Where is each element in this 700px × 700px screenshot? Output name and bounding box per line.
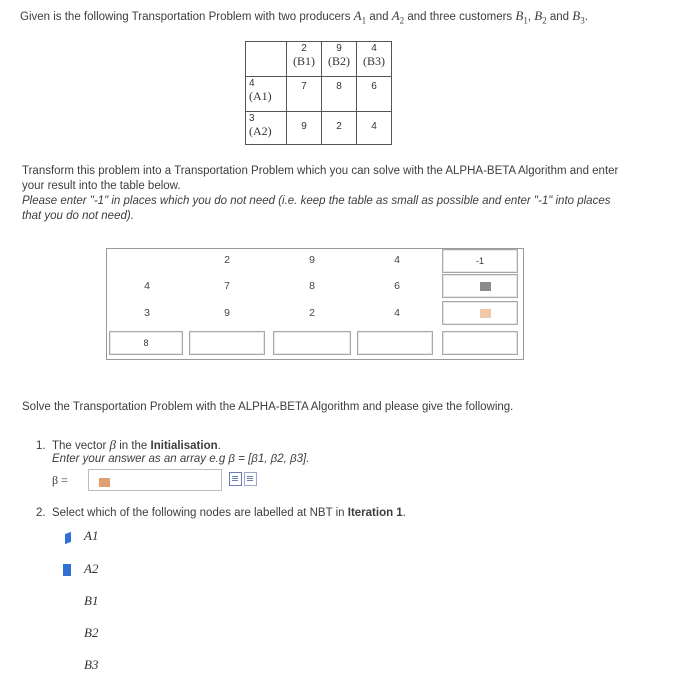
cost-input-row3-col1[interactable] bbox=[189, 331, 265, 355]
problem-table bbox=[245, 41, 392, 145]
demand-header: 4 (B3) bbox=[357, 42, 392, 77]
option-b2[interactable]: B2 bbox=[84, 625, 99, 640]
instructions bbox=[22, 164, 618, 194]
grid-cost: 7 bbox=[224, 280, 230, 292]
cost-cell: 7 bbox=[287, 77, 322, 112]
option-b1[interactable]: B1 bbox=[84, 593, 99, 608]
var-b2: $B_2$ bbox=[534, 8, 547, 26]
intro-text: Given is the following Transportation Problem with two producers $A_1$ and $A_2$ and three customers $B_1$, $B_2$ and $B_3$. bbox=[20, 8, 588, 26]
cost-input-row3-col2[interactable] bbox=[273, 331, 351, 355]
question-1: 1. The vector β in the Initialisation. bbox=[36, 437, 221, 452]
beta-input[interactable] bbox=[88, 469, 222, 491]
demand-header: 2 (B1) bbox=[287, 42, 322, 77]
option-b3[interactable]: B3 bbox=[84, 657, 99, 672]
grid-demand: 2 bbox=[224, 254, 230, 266]
instruction-line: Transform this problem into a Transportation Problem which you can solve with the ALPHA-BETA Algorithm and enter bbox=[22, 165, 619, 177]
input-swatch bbox=[99, 478, 110, 487]
grid-cost: 8 bbox=[309, 280, 315, 292]
solve-text: Solve the Transportation Problem with the ALPHA-BETA Algorithm and please give the following. bbox=[22, 401, 514, 413]
cost-cell: 9 bbox=[287, 112, 322, 145]
grid-demand: 9 bbox=[309, 254, 315, 266]
instruction-line: your result into the table below. bbox=[22, 180, 181, 192]
question-1-hint: Enter your answer as an array e.g β = [β1, β2, β3]. bbox=[52, 453, 310, 465]
grid-supply: 4 bbox=[144, 280, 150, 292]
cost-cell: 2 bbox=[322, 112, 357, 145]
option-a2[interactable]: A2 bbox=[84, 561, 99, 576]
grid-supply: 3 bbox=[144, 307, 150, 319]
preview-icon[interactable] bbox=[244, 472, 257, 486]
cost-cell: 4 bbox=[357, 112, 392, 145]
cost-input-row3-extra[interactable] bbox=[442, 331, 518, 355]
cost-cell: 8 bbox=[322, 77, 357, 112]
answer-grid bbox=[106, 248, 524, 360]
instruction-line: Please enter "-1" in places which you do not need (i.e. keep the table as small as possible and enter "-1" into places bbox=[22, 195, 611, 207]
grid-cost: 9 bbox=[224, 307, 230, 319]
grid-cost: 2 bbox=[309, 307, 315, 319]
extra-demand-input[interactable]: -1 bbox=[442, 249, 518, 273]
grid-cost: 4 bbox=[394, 307, 400, 319]
corner-cell bbox=[246, 42, 287, 77]
cost-cell: 6 bbox=[357, 77, 392, 112]
instruction-line: that you do not need). bbox=[22, 210, 134, 222]
option-a1[interactable]: A1 bbox=[84, 528, 99, 543]
question-2: 2. Select which of the following nodes are labelled at NBT in Iteration 1. bbox=[36, 507, 406, 519]
input-swatch bbox=[480, 309, 491, 318]
formula-editor-icon[interactable] bbox=[229, 472, 242, 486]
intro-part: Given is the following Transportation Problem with two producers bbox=[20, 11, 354, 23]
input-swatch bbox=[480, 282, 491, 291]
var-a2: $A_2$ bbox=[391, 8, 405, 26]
var-b1: $B_1$ bbox=[515, 8, 528, 26]
var-a1: $A_1$ bbox=[353, 8, 367, 26]
supply-header: 3 (A2) bbox=[246, 112, 287, 145]
cost-input-row3-col3[interactable] bbox=[357, 331, 433, 355]
grid-cost: 6 bbox=[394, 280, 400, 292]
grid-demand: 4 bbox=[394, 254, 400, 266]
demand-header: 9 (B2) bbox=[322, 42, 357, 77]
cost-input-row1-extra[interactable] bbox=[442, 274, 518, 298]
selection-marker bbox=[63, 564, 71, 576]
extra-supply-input[interactable]: 8 bbox=[109, 331, 183, 355]
supply-header: 4 (A1) bbox=[246, 77, 287, 112]
cost-input-row2-extra[interactable] bbox=[442, 301, 518, 325]
beta-label: β = bbox=[52, 473, 68, 487]
instructions-hint bbox=[22, 194, 610, 224]
var-b3: $B_3$ bbox=[572, 8, 585, 26]
selection-marker bbox=[65, 532, 71, 544]
